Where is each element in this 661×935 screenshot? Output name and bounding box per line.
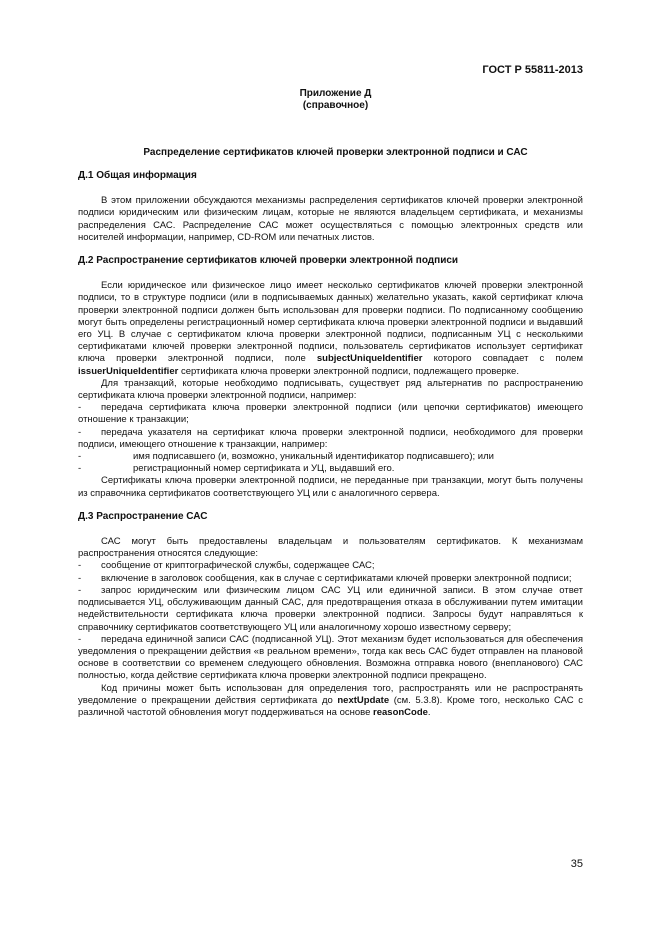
page-number: 35 xyxy=(570,858,583,870)
sub-list-item: - имя подписавшего (и, возможно, уникальный идентификатор подписавшего); или xyxy=(78,451,494,463)
field-name: nextUpdate xyxy=(337,694,390,706)
paragraph: В этом приложении обсуждаются механизмы распределения сертификатов ключей проверки электронной подписи юридическим или физическим лицам, которые не являются владельцем сертификата, и механизмы распределения САС. Распределение САС может осуществляться с помощью электронных средств или носителей информации, например, CD-ROM или печатных листов. xyxy=(78,195,583,243)
list-item: - передача сертификата ключа проверки электронной подписи (или цепочки сертификатов) имеющего отношение к транзакции; xyxy=(78,402,583,426)
list-item: - сообщение от криптографической службы, содержащее САС; xyxy=(78,560,375,572)
annex-title: Приложение Д xyxy=(299,88,372,99)
paragraph: Для транзакций, которые необходимо подписывать, существует ряд альтернатив по распространению сертификата ключа проверки электронной подписи, например: xyxy=(78,377,583,402)
list-item: - передача указателя на сертификат ключа проверки электронной подписи, необходимого для проверки подписи, имеющего отношение к транзакции, например: xyxy=(78,426,583,450)
annex-heading xyxy=(0,88,661,112)
section-heading-d2: Д.2 Распространение сертификатов ключей проверки электронной подписи xyxy=(78,255,459,267)
list-item: - передача единичной записи САС (подписанной УЦ). Этот механизм будет использоваться для обеспечения уведомления о прекращении действия «в реальном времени», тогда как весь САС будет отправлен на плановой основе в соответствии со временем следующего обновления. Возможна отправка нового (внепланового) САС полностью, когда действие сертификата ключа проверки электронной подписи прекращено. xyxy=(78,633,583,682)
paragraph: Код причины может быть использован для определения того, распространять или не распространять уведомление о прекращении действия сертификата до nextUpdate (см. 5.3.8). Кроме того, несколько САС с различной частотой обновления могут поддерживаться на основе reasonCode. xyxy=(78,682,583,718)
field-name: reasonCode xyxy=(373,706,428,718)
field-name: issuerUniqueIdentifier xyxy=(78,365,179,377)
sub-list-item: - регистрационный номер сертификата и УЦ, выдавший его. xyxy=(78,463,395,475)
paragraph: Сертификаты ключа проверки электронной подписи, не переданные при транзакции, могут быть получены из справочника сертификатов соответствующего УЦ или с аналогичного сервера. xyxy=(78,475,583,499)
document-body xyxy=(78,170,583,719)
section-heading-d3: Д.3 Распространение САС xyxy=(78,510,208,522)
section-heading-d1: Д.1 Общая информация xyxy=(78,170,197,181)
field-name: subjectUniqueIdentifier xyxy=(316,353,423,365)
standard-number: ГОСТ Р 55811-2013 xyxy=(482,64,583,76)
list-item: - включение в заголовок сообщения, как в случае с сертификатами ключей проверки электронной подписи; xyxy=(78,572,572,584)
paragraph: Если юридическое или физическое лицо имеет несколько сертификатов ключей проверки электронной подписи, то в структуре подписи (или в подписываемых данных) желательно указать, какой сертификат ключа проверки электронной подписи должен быть использован для проверки подписи. По подписанному сообщению могут быть определены регистрационный номер сертификата ключа проверки электронной подписи и выдавший его УЦ. В случае с сертификатом ключа проверки электронной подписи, подписанным УЦ с несколькими сертификатами ключей проверки электронной подписи, пользователь сертификатов использует сертификат ключа проверки электронной подписи, поле subjectUniqueIdentifier которого совпадает с полем issuerUniqueIdentifier сертификата ключа проверки электронной подписи, подлежащего проверке. xyxy=(78,280,583,377)
document-title: Распределение сертификатов ключей проверки электронной подписи и САС xyxy=(143,147,528,158)
paragraph: САС могут быть предоставлены владельцам и пользователям сертификатов. К механизмам распространения относятся следующие: xyxy=(78,536,583,560)
list-item: - запрос юридическим или физическим лицом САС УЦ или единичной записи. В этом случае ответ подписывается УЦ, обслуживающим данный САС, для предотвращения отказа в обслуживании путем имитации недействительности сертификата ключа проверки электронной подписи. Запросы будут направляться к справочнику сертификатов соответствующего УЦ или аналогичному хорошо известному серверу; xyxy=(78,584,583,633)
annex-note: (справочное) xyxy=(302,100,369,111)
